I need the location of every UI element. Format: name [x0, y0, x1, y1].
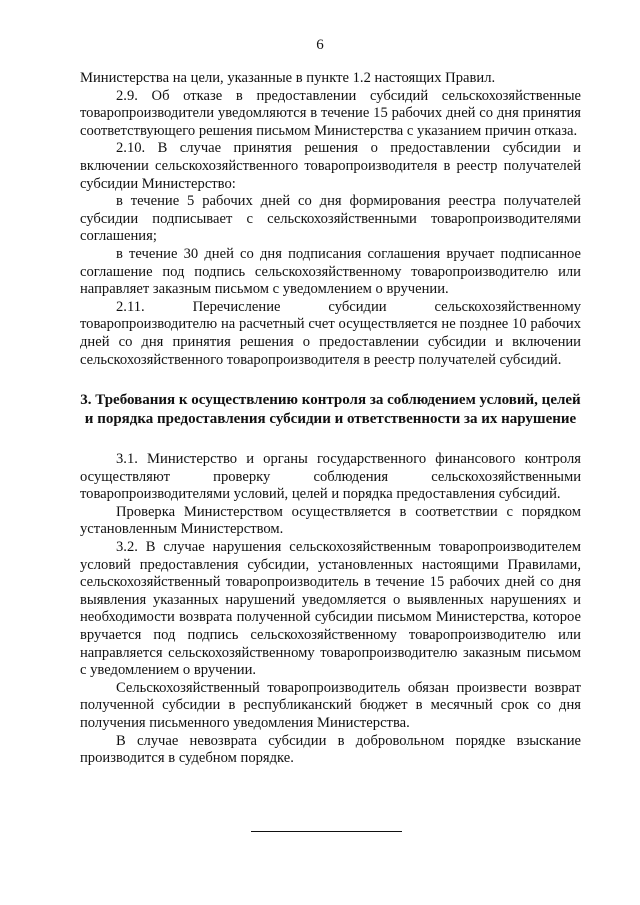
- paragraph-2-11: 2.11. Перечисление субсидии сельскохозяйственному товаропроизводителю на расчетный счет осуществляется не позднее 10 рабочих дней со дня принятия решения о предоставлении субсидии и включении сельскохозяйственного товаропроизводителя в реестр получателей субсидий.: [80, 298, 581, 368]
- paragraph-2-10-item-1: в течение 5 рабочих дней со дня формирования реестра получателей субсидии подписывает с сельскохозяйственными товаропроизводителями соглашения;: [80, 193, 581, 245]
- paragraph-continuation: Министерства на цели, указанные в пункте 1.2 настоящих Правил.: [80, 70, 496, 86]
- page-number: 6: [316, 37, 324, 53]
- paragraph-3-2: 3.2. В случае нарушения сельскохозяйственным товаропроизводителем условий предоставления субсидии, установленных настоящими Правилами, сельскохозяйственный товаропроизводитель в течение 15 рабочих дней со дня выявления указанных нарушений уведомляется о выявленных нарушениях и необходимости возврата полученной субсидии письмом Министерства, которое вручается под подпись сельскохозяйственному товаропроизводителю или направляется сельскохозяйственному товаропроизводителю заказным письмом с уведомлением о вручении.: [80, 539, 581, 679]
- paragraph-3-1-check: Проверка Министерством осуществляется в соответствии с порядком установленным Министерством.: [80, 503, 581, 538]
- paragraph-3-2-refund: Сельскохозяйственный товаропроизводитель обязан произвести возврат полученной субсидии в республиканский бюджет в месячный срок со дня получения письменного уведомления Министерства.: [80, 679, 581, 731]
- paragraph-2-10-item-2: в течение 30 дней со дня подписания соглашения вручает подписанное соглашение под подпись сельскохозяйственному товаропроизводителю или направляет заказным письмом с уведомлением о вручении.: [80, 245, 581, 298]
- section-heading: 3. Требования к осуществлению контроля за соблюдением условий, целей и порядка предоставления субсидии и ответственности за их нарушение: [80, 392, 581, 428]
- paragraph-2-9: 2.9. Об отказе в предоставлении субсидий сельскохозяйственные товаропроизводители уведомляются в течение 15 рабочих дней со дня принятия соответствующего решения письмом Министерства с указанием причин отказа.: [80, 87, 581, 139]
- paragraph-3-2-court: В случае невозврата субсидии в добровольном порядке взыскание производится в судебном порядке.: [80, 732, 581, 767]
- paragraph-3-1: 3.1. Министерство и органы государственного финансового контроля осуществляют проверку соблюдения сельскохозяйственными товаропроизводителями условий, целей и порядка предоставления субсидий.: [80, 451, 581, 503]
- paragraph-2-10: 2.10. В случае принятия решения о предоставлении субсидии и включении сельскохозяйственного товаропроизводителя в реестр получателей субсидии Министерство:: [80, 140, 581, 192]
- footer-divider: [251, 831, 402, 832]
- document-body: [80, 70, 581, 768]
